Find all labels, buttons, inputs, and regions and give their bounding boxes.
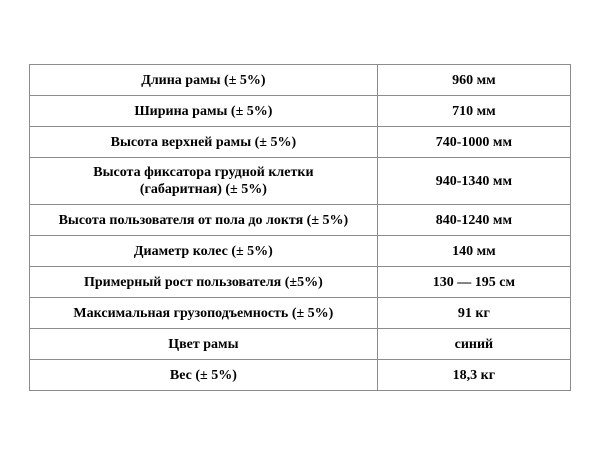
parameter-cell	[30, 205, 378, 236]
parameter-cell	[30, 65, 378, 96]
parameter-value: синий	[454, 336, 494, 352]
table-row	[30, 96, 571, 127]
parameter-label: Высота пользователя от пола до локтя (± 5%)	[58, 212, 349, 228]
table-row	[30, 298, 571, 329]
specifications-table	[29, 64, 571, 391]
parameter-label: Высота фиксатора грудной клетки (габаритная) (± 5%)	[93, 165, 314, 197]
parameter-cell	[30, 96, 378, 127]
parameter-label: Ширина рамы (± 5%)	[134, 103, 273, 119]
parameter-label: Максимальная грузоподъемность (± 5%)	[73, 305, 334, 321]
parameter-cell	[30, 127, 378, 158]
parameter-value: 18,3 кг	[452, 367, 496, 383]
parameter-value: 140 мм	[452, 243, 496, 259]
value-cell	[377, 329, 570, 360]
parameter-value: 91 кг	[457, 305, 490, 321]
parameter-value: 940-1340 мм	[435, 173, 512, 189]
parameter-cell	[30, 158, 378, 205]
value-cell	[377, 298, 570, 329]
parameter-label: Вес (± 5%)	[169, 367, 237, 383]
parameter-label: Цвет рамы	[168, 336, 239, 352]
value-cell	[377, 236, 570, 267]
table-row	[30, 65, 571, 96]
table-row	[30, 236, 571, 267]
parameter-value: 740-1000 мм	[435, 134, 512, 150]
value-cell	[377, 96, 570, 127]
table-row	[30, 267, 571, 298]
table-row	[30, 127, 571, 158]
parameter-label: Диаметр колес (± 5%)	[133, 243, 273, 259]
parameter-value: 710 мм	[452, 103, 496, 119]
parameter-cell	[30, 329, 378, 360]
value-cell	[377, 127, 570, 158]
parameter-cell	[30, 236, 378, 267]
parameter-value: 130 — 195 см	[432, 274, 515, 290]
parameter-cell	[30, 360, 378, 391]
value-cell	[377, 158, 570, 205]
parameter-label: Длина рамы (± 5%)	[141, 72, 266, 88]
parameter-cell	[30, 298, 378, 329]
value-cell	[377, 65, 570, 96]
table-row	[30, 329, 571, 360]
table-row	[30, 360, 571, 391]
value-cell	[377, 205, 570, 236]
parameter-label: Высота верхней рамы (± 5%)	[110, 134, 297, 150]
parameter-label: Примерный рост пользователя (±5%)	[83, 274, 323, 290]
value-cell	[377, 360, 570, 391]
value-cell	[377, 267, 570, 298]
parameter-value: 840-1240 мм	[435, 212, 512, 228]
table-row	[30, 205, 571, 236]
parameter-value: 960 мм	[452, 72, 496, 88]
table-row	[30, 158, 571, 205]
parameter-cell	[30, 267, 378, 298]
